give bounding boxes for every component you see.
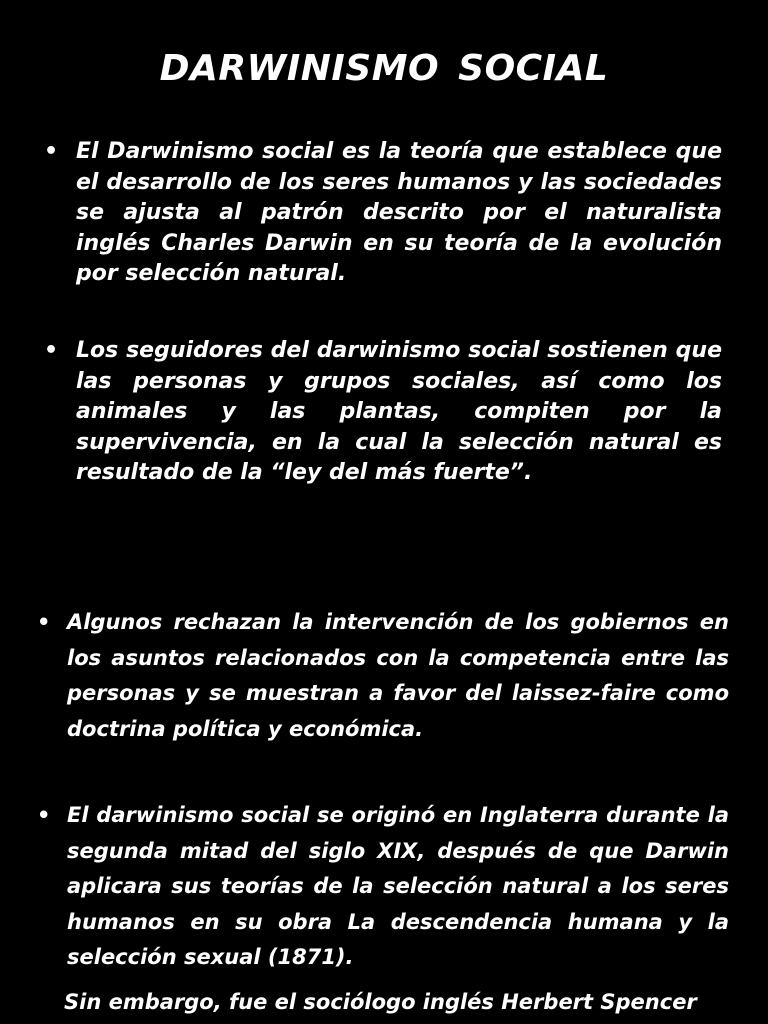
paragraph-text: El darwinismo social se originó en Inglaterra durante la segunda mitad del siglo XIX, después de que Darwin aplicara sus teorías de la selección natural a los seres humanos en su obra La descendencia humana y la selección sexual (1871). bbox=[67, 803, 729, 969]
bullet-paragraph-origin bbox=[37, 798, 729, 976]
bullet-icon: • bbox=[37, 803, 51, 827]
bullet-icon: • bbox=[37, 610, 51, 634]
paragraph-text: El Darwinismo social es la teoría que establece que el desarrollo de los seres humanos y las sociedades se ajusta al patrón descrito por el naturalista inglés Charles Darwin en su teoría de la evolución por selección natural. bbox=[76, 139, 722, 286]
bullet-icon: • bbox=[44, 338, 59, 363]
paragraph-text: Sin embargo, fue el sociólogo inglés Herbert Spencer bbox=[64, 990, 697, 1014]
paragraph-text: Los seguidores del darwinismo social sostienen que las personas y grupos sociales, así como los animales y las plantas, compiten por la supervivencia, en la cual la selección natural es resultado de la “ley del más fuerte”. bbox=[76, 338, 722, 485]
paragraph-text: Algunos rechazan la intervención de los gobiernos en los asuntos relacionados con la competencia entre las personas y se muestran a favor del laissez-faire como doctrina política y económica. bbox=[67, 610, 729, 741]
bullet-icon: • bbox=[44, 139, 59, 164]
bullet-paragraph-followers bbox=[44, 336, 722, 489]
bullet-paragraph-laissez-faire bbox=[37, 605, 729, 747]
bullet-paragraph-definition bbox=[44, 137, 722, 290]
page-title: DARWINISMO SOCIAL bbox=[159, 48, 609, 89]
paragraph-spencer bbox=[64, 985, 730, 1020]
